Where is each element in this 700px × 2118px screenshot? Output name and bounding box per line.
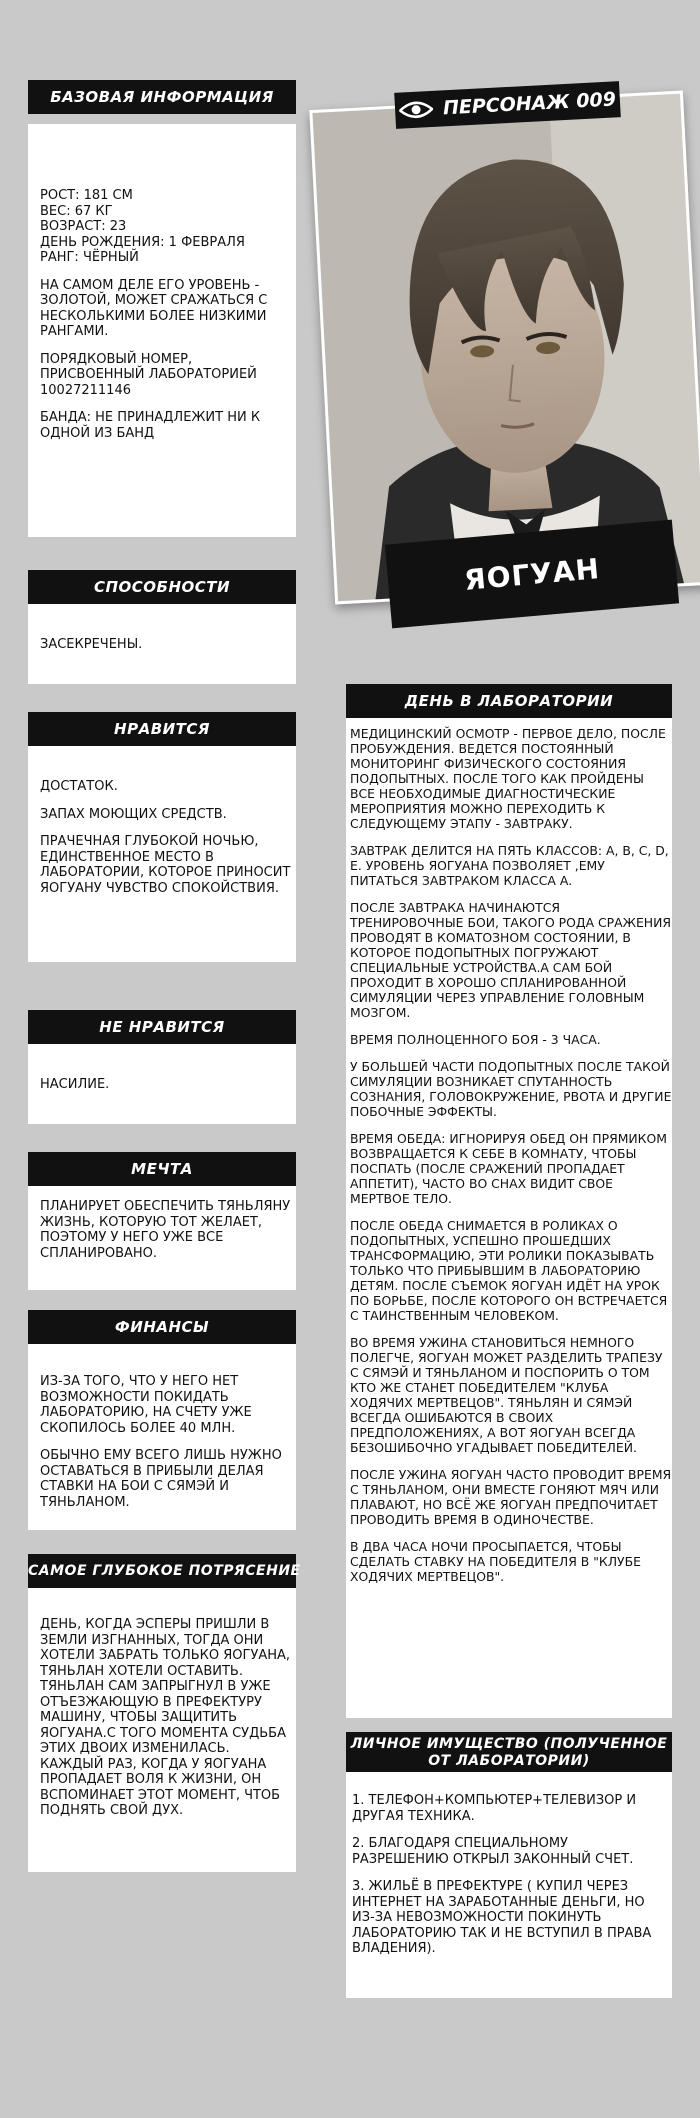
- character-tag-label: ПЕРСОНАЖ 009: [442, 88, 617, 120]
- lab-day-paragraph: ПОСЛЕ ЗАВТРАКА НАЧИНАЮТСЯ ТРЕНИРОВОЧНЫЕ БОИ, ТАКОГО РОДА СРАЖЕНИЯ ПРОВОДЯТ В КОМАТОЗНОМ СОСТОЯНИИ, В КОТОРОЕ ПОДОПЫТНЫХ ПОГРУЖАЮТ СПЕЦИАЛЬНЫЕ УСТРОЙСТВА.А САМ БОЙ ПРОХОДИТ В ХОРОШО СПЛАНИРОВАННОЙ СИМУЛЯЦИИ ЧЕРЕЗ УПРАВЛЕНИЕ ГОЛОВНЫМ МОЗГОМ.: [350, 900, 671, 1020]
- stat-height: РОСТ: 181 СМ: [40, 188, 133, 203]
- serial-note: ПОРЯДКОВЫЙ НОМЕР, ПРИСВОЕННЫЙ ЛАБОРАТОРИЕЙ 10027211146: [40, 351, 257, 398]
- property-item: 2. БЛАГОДАРЯ СПЕЦИАЛЬНОМУ РАЗРЕШЕНИЮ ОТКРЫЛ ЗАКОННЫЙ СЧЕТ.: [352, 1836, 634, 1867]
- lab-day-paragraph: ВРЕМЯ ОБЕДА: ИГНОРИРУЯ ОБЕД ОН ПРЯМИКОМ ВОЗВРАЩАЕТСЯ К СЕБЕ В КОМНАТУ, ЧТОБЫ ПОСПАТЬ (ПОСЛЕ СРАЖЕНИЙ ПРОПАДАЕТ АППЕТИТ), ЧАСТО ВО СНАХ ВИДИТ СВОЕ МЕРТВОЕ ТЕЛО.: [350, 1131, 667, 1206]
- finances-paragraph: ОБЫЧНО ЕМУ ВСЕГО ЛИШЬ НУЖНО ОСТАВАТЬСЯ В ПРИБЫЛИ ДЕЛАЯ СТАВКИ НА БОИ С СЯМЭЙ И ТЯНЬЛАНОМ.: [40, 1448, 282, 1510]
- basic-info-title: БАЗОВАЯ ИНФОРМАЦИЯ: [50, 88, 274, 106]
- likes-text: [40, 779, 292, 896]
- finances-title: ФИНАНСЫ: [114, 1318, 210, 1336]
- lab-day-header: [346, 684, 672, 718]
- likes-header: [28, 712, 296, 746]
- dream-header: [28, 1152, 296, 1186]
- lab-day-paragraph: ВО ВРЕМЯ УЖИНА СТАНОВИТЬСЯ НЕМНОГО ПОЛЕГЧЕ, ЯОГУАН МОЖЕТ РАЗДЕЛИТЬ ТРАПЕЗУ С СЯМЭЙ И ТЯНЬЛАНОМ И ПОСПОРИТЬ О ТОМ КТО ЖЕ СТАНЕТ ПОБЕДИТЕЛЕМ "КЛУБА ХОДЯЧИХ МЕРТВЕЦОВ". ТЯНЬЛЯН И СЯМЭЙ ВСЕГДА ОШИБАЮТСЯ В СВОИХ ПРЕДПОЛОЖЕНИЯХ, А ВОТ ЯОГУАН ВСЕГДА БЕЗОШИБОЧНО УГАДЫВАЕТ ПОБЕДИТЕЛЕЙ.: [350, 1335, 663, 1455]
- stat-birthday: ДЕНЬ РОЖДЕНИЯ: 1 ФЕВРАЛЯ: [40, 234, 245, 250]
- property-item: 1. ТЕЛЕФОН+КОМПЬЮТЕР+ТЕЛЕВИЗОР И ДРУГАЯ ТЕХНИКА.: [352, 1793, 637, 1824]
- abilities-title: СПОСОБНОСТИ: [93, 578, 231, 596]
- lab-day-paragraph: В ДВА ЧАСА НОЧИ ПРОСЫПАЕТСЯ, ЧТОБЫ СДЕЛАТЬ СТАВКУ НА ПОБЕДИТЕЛЯ В "КЛУБЕ ХОДЯЧИХ МЕРТВЕЦОВ".: [350, 1539, 641, 1584]
- likes-title: НРАВИТСЯ: [114, 720, 210, 738]
- lab-day-paragraph: ВРЕМЯ ПОЛНОЦЕННОГО БОЯ - 3 ЧАСА.: [350, 1032, 601, 1047]
- abilities-header: [28, 570, 296, 604]
- like-item: ЗАПАХ МОЮЩИХ СРЕДСТВ.: [40, 806, 227, 822]
- lab-day-paragraph: МЕДИЦИНСКИЙ ОСМОТР - ПЕРВОЕ ДЕЛО, ПОСЛЕ ПРОБУЖДЕНИЯ. ВЕДЕТСЯ ПОСТОЯННЫЙ МОНИТОРИНГ ФИЗИЧЕСКОГО СОСТОЯНИЯ ПОДОПЫТНЫХ. ПОСЛЕ ТОГО КАК ПРОЙДЕНЫ ВСЕ НЕОБХОДИМЫЕ ДИАГНОСТИЧЕСКИЕ МЕРОПРИЯТИЯ МОЖНО ПЕРЕХОДИТЬ К СЛЕДУЮЩЕМУ ЭТАПУ - ЗАВТРАКУ.: [350, 726, 666, 831]
- dream-title: МЕЧТА: [131, 1160, 193, 1178]
- property-text: [352, 1793, 666, 1957]
- lab-day-paragraph: ЗАВТРАК ДЕЛИТСЯ НА ПЯТЬ КЛАССОВ: A, B, C, D, E. УРОВЕНЬ ЯОГУАНА ПОЗВОЛЯЕТ ,ЕМУ ПИТАТЬСЯ ЗАВТРАКОМ КЛАССА А.: [350, 843, 669, 888]
- like-item: ПРАЧЕЧНАЯ ГЛУБОКОЙ НОЧЬЮ, ЕДИНСТВЕННОЕ МЕСТО В ЛАБОРАТОРИИ, КОТОРОЕ ПРИНОСИТ ЯОГУАНУ ЧУВСТВО СПОКОЙСТВИЯ.: [40, 834, 291, 896]
- gang-note: БАНДА: НЕ ПРИНАДЛЕЖИТ НИ К ОДНОЙ ИЗ БАНД: [40, 410, 261, 441]
- dislikes-text: НАСИЛИЕ.: [40, 1077, 110, 1092]
- eye-icon: [399, 99, 434, 121]
- lab-day-paragraph: ПОСЛЕ ОБЕДА СНИМАЕТСЯ В РОЛИКАХ О ПОДОПЫТНЫХ, УСПЕШНО ПРОШЕДШИХ ТРАНСФОРМАЦИЮ, ЭТИ РОЛИКИ ПОКАЗЫВАТЬ ТОЛЬКО ЧТО ПРИБЫВШИМ В ЛАБОРАТОРИЮ ДЕТЯМ. ПОСЛЕ СЪЕМОК ЯОГУАН ИДЁТ НА УРОК ПО БОРЬБЕ, ПОСЛЕ КОТОРОГО ОН ВСТРЕЧАЕТСЯ С ТАИНСТВЕННЫМ ЧЕЛОВЕКОМ.: [350, 1218, 668, 1323]
- finances-header: [28, 1310, 296, 1344]
- dislikes-header: [28, 1010, 296, 1044]
- stat-weight: ВЕС: 67 КГ: [40, 203, 113, 219]
- lab-day-paragraph: ПОСЛЕ УЖИНА ЯОГУАН ЧАСТО ПРОВОДИТ ВРЕМЯ С ТЯНЬЛАНОМ, ОНИ ВМЕСТЕ ГОНЯЮТ МЯЧ ИЛИ ПЛАВАЮТ, НО ВСЁ ЖЕ ЯОГУАН ПРЕДПОЧИТАЕТ ПРОВОДИТЬ ВРЕМЯ В ОДИНОЧЕСТВЕ.: [350, 1467, 672, 1527]
- property-item: 3. ЖИЛЬЁ В ПРЕФЕКТУРЕ ( КУПИЛ ЧЕРЕЗ ИНТЕРНЕТ НА ЗАРАБОТАННЫЕ ДЕНЬГИ, НО ИЗ-ЗА НЕВОЗМОЖНОСТИ ПОКИНУТЬ ЛАБОРАТОРИЮ ТАК И НЕ ВСТУПИЛ В ПРАВА ВЛАДЕНИЯ).: [352, 1879, 652, 1956]
- shock-header: [28, 1554, 301, 1588]
- finances-paragraph: ИЗ-ЗА ТОГО, ЧТО У НЕГО НЕТ ВОЗМОЖНОСТИ ПОКИДАТЬ ЛАБОРАТОРИЮ, НА СЧЕТУ УЖЕ СКОПИЛОСЬ БОЛЕЕ 40 МЛН.: [40, 1374, 252, 1436]
- lab-day-paragraph: У БОЛЬШЕЙ ЧАСТИ ПОДОПЫТНЫХ ПОСЛЕ ТАКОЙ СИМУЛЯЦИИ ВОЗНИКАЕТ СПУТАННОСТЬ СОЗНАНИЯ, ГОЛОВОКРУЖЕНИЕ, РВОТА И ДРУГИЕ ПОБОЧНЫЕ ЭФФЕКТЫ.: [350, 1059, 672, 1119]
- shock-text: ДЕНЬ, КОГДА ЭСПЕРЫ ПРИШЛИ В ЗЕМЛИ ИЗГНАННЫХ, ТОГДА ОНИ ХОТЕЛИ ЗАБРАТЬ ТОЛЬКО ЯОГУАНА, ТЯНЬЛАН ХОТЕЛИ ОСТАВИТЬ. ТЯНЬЛАН САМ ЗАПРЫГНУЛ В УЖЕ ОТЪЕЗЖАЮЩУЮ В ПРЕФЕКТУРУ МАШИНУ, ЧТОБЫ ЗАЩИТИТЬ ЯОГУАНА.С ТОГО МОМЕНТА СУДЬБА ЭТИХ ДВОИХ ИЗМЕНИЛАСЬ. КАЖДЫЙ РАЗ, КОГДА У ЯОГУАНА ПРОПАДАЕТ ВОЛЯ К ЖИЗНИ, ОН ВСПОМИНАЕТ ЭТОТ МОМЕНТ, ЧТОБ ПОДНЯТЬ СВОЙ ДУХ.: [40, 1617, 291, 1818]
- basic-info-text: [40, 188, 292, 441]
- stat-age: ВОЗРАСТ: 23: [40, 219, 127, 234]
- dislikes-title: НЕ НРАВИТСЯ: [99, 1018, 225, 1036]
- lab-day-text: [350, 726, 672, 1584]
- finances-text: [40, 1374, 292, 1510]
- dream-text: ПЛАНИРУЕТ ОБЕСПЕЧИТЬ ТЯНЬЛЯНУ ЖИЗНЬ, КОТОРУЮ ТОТ ЖЕЛАЕТ, ПОЭТОМУ У НЕГО УЖЕ ВСЕ СПЛАНИРОВАНО.: [40, 1199, 291, 1261]
- like-item: ДОСТАТОК.: [40, 779, 118, 794]
- abilities-text: ЗАСЕКРЕЧЕНЫ.: [40, 637, 143, 652]
- lab-day-title: ДЕНЬ В ЛАБОРАТОРИИ: [404, 692, 614, 710]
- basic-info-header: [28, 80, 296, 114]
- shock-title: САМОЕ ГЛУБОКОЕ ПОТРЯСЕНИЕ: [28, 1563, 301, 1579]
- stat-rank: РАНГ: ЧЁРНЫЙ: [40, 250, 139, 265]
- level-note: НА САМОМ ДЕЛЕ ЕГО УРОВЕНЬ - ЗОЛОТОЙ, МОЖЕТ СРАЖАТЬСЯ С НЕСКОЛЬКИМИ БОЛЕЕ НИЗКИМИ РАНГАМИ.: [40, 277, 268, 339]
- property-header: [346, 1732, 672, 1772]
- property-title: ЛИЧНОЕ ИМУЩЕСТВО (ПОЛУЧЕННОЕ ОТ ЛАБОРАТОРИИ): [350, 1736, 668, 1769]
- character-name: ЯОГУАН: [462, 551, 602, 597]
